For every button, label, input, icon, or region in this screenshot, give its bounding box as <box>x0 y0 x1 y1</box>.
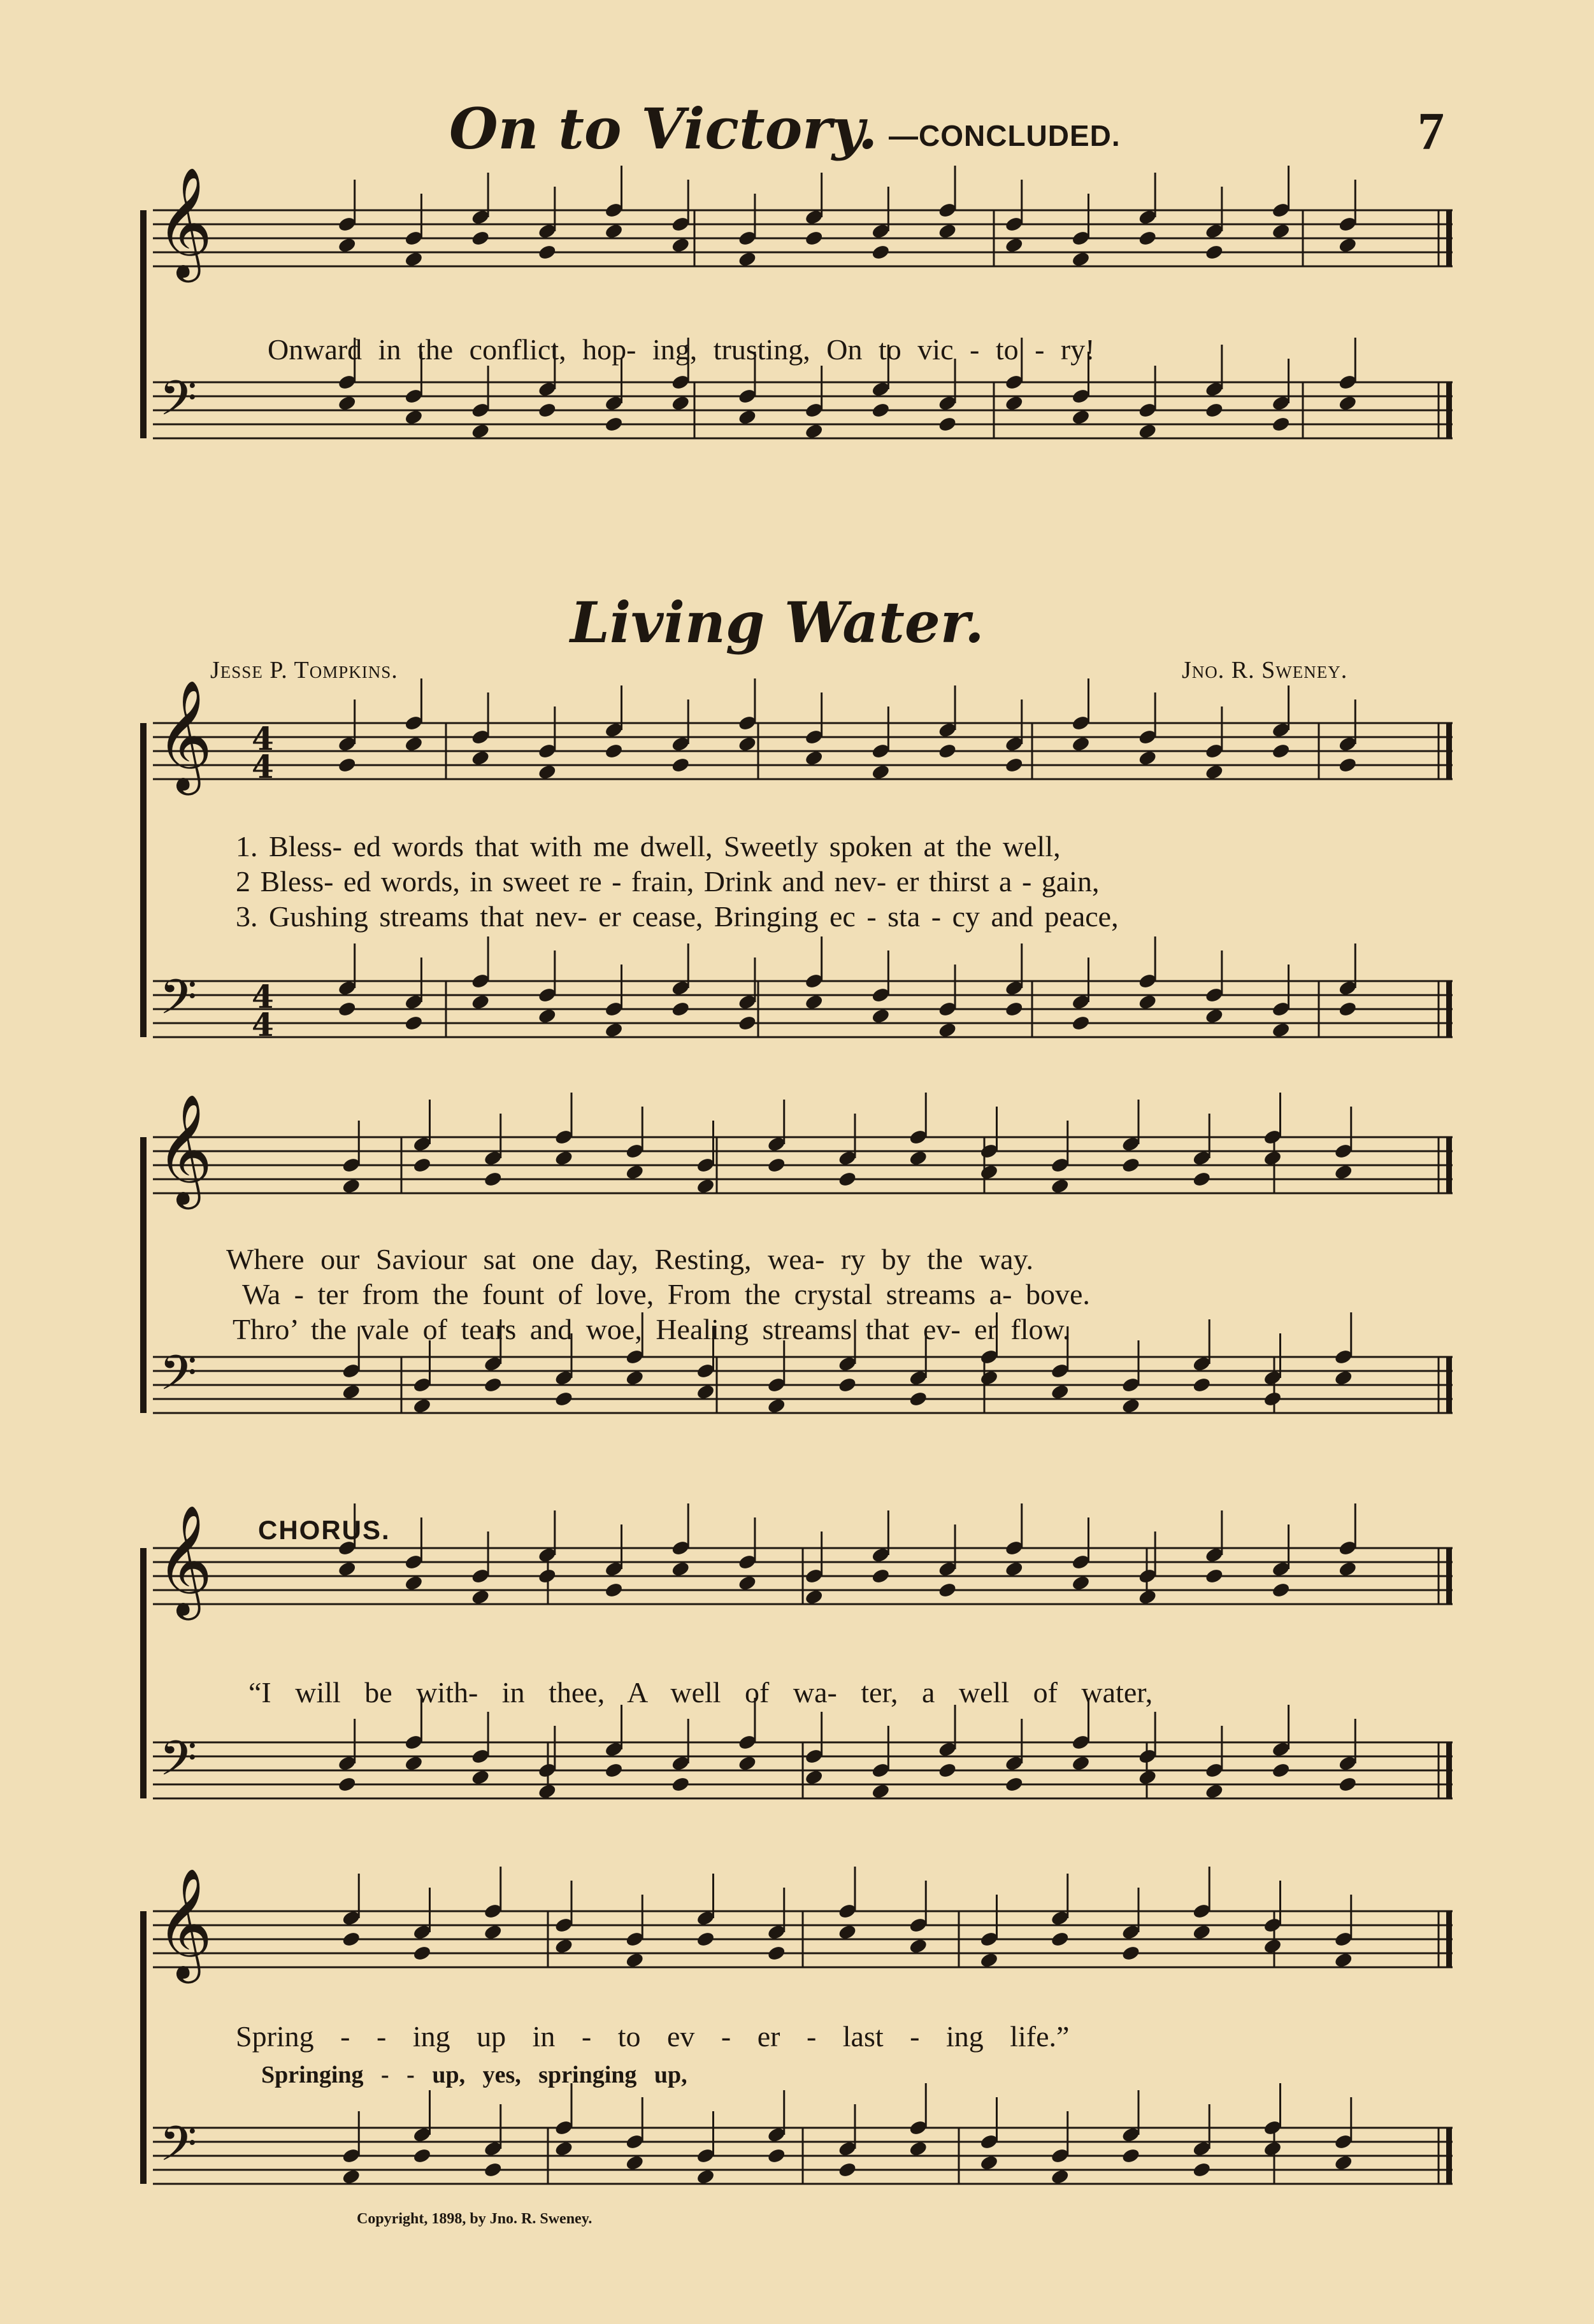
system-2-bass-note <box>737 1014 757 1031</box>
page-number: 7 <box>1418 102 1444 161</box>
system-5-treble-clef: 𝄞 <box>156 1868 213 1979</box>
system-5-bass-note <box>766 2147 786 2164</box>
prev-hymn-title: On to Victory. <box>449 96 878 162</box>
system-2-bass-note <box>1004 1000 1024 1017</box>
system-4-bass-note <box>1271 1761 1291 1779</box>
system-2-treble-note <box>1271 742 1291 759</box>
system-2-bass-note <box>404 1014 424 1031</box>
system-1-treble-end <box>1446 210 1452 266</box>
time-signature-bass-bottom: 4 <box>252 1006 274 1044</box>
system-4-bass-note <box>604 1761 624 1779</box>
system-2-treble-clef: 𝄞 <box>156 680 213 791</box>
system-3-treble-end <box>1446 1137 1452 1193</box>
system-2-bass-note <box>671 1000 691 1017</box>
system-2-bass-note <box>1338 1000 1358 1017</box>
system-5-bass-clef: 𝄢 <box>159 2116 197 2184</box>
system-2-treble-note <box>337 756 357 773</box>
chorus-label: CHORUS. <box>258 1515 391 1545</box>
chorus-lyric-bass: Springing - - up, yes, springing up, <box>261 2062 687 2088</box>
system-3-bass-end <box>1446 1357 1452 1413</box>
system-5-treble-note <box>341 1930 361 1947</box>
system-5-bass-note <box>1192 2161 1212 2178</box>
system-4-bass-clef: 𝄢 <box>159 1730 197 1798</box>
hymn-title: Living Water. <box>570 589 984 656</box>
system-1-treble-note <box>1138 229 1158 247</box>
system-4-bass-note <box>1338 1775 1358 1793</box>
system-1-bass-note <box>604 415 624 433</box>
system-5-treble-note <box>696 1930 715 1947</box>
system-1-treble-note <box>804 229 824 247</box>
system-3-bass-clef: 𝄢 <box>159 1345 197 1413</box>
system-5-bass-note <box>837 2161 857 2178</box>
system-1-bass-note <box>937 415 957 433</box>
time-signature-treble-bottom: 4 <box>252 748 274 785</box>
system-5-bass-note <box>1121 2147 1140 2164</box>
system-3-brace <box>140 1137 147 1413</box>
system-1-bass-clef: 𝄢 <box>159 370 197 438</box>
verse-2-line-1: 2 Bless- ed words, in sweet re - frain, Drink and nev- er thirst a - gain, <box>236 865 1100 898</box>
time-signature-treble-top: 4 <box>252 720 274 757</box>
system-3-bass-note <box>1263 1390 1282 1407</box>
system-1-treble-note <box>871 243 891 261</box>
system-2-treble-note <box>671 756 691 773</box>
system-3-bass-note <box>483 1376 503 1393</box>
system-4-treble-note <box>1271 1581 1291 1598</box>
system-4-bass-note <box>337 1775 357 1793</box>
chorus-lyric-2: Spring - - ing up in - to ev - er - last - ing life.” <box>236 2020 1070 2053</box>
system-2-bass-note <box>337 1000 357 1017</box>
prev-hymn-concluded: —CONCLUDED. <box>889 119 1121 152</box>
system-2-treble-note <box>1004 756 1024 773</box>
system-3-bass-note <box>1192 1376 1212 1393</box>
system-5-bass-note <box>412 2147 432 2164</box>
hymn-composer: Jno. R. Sweney. <box>1182 657 1348 684</box>
system-4-bass-note <box>671 1775 691 1793</box>
system-4-treble-end <box>1446 1548 1452 1604</box>
system-5-treble-note <box>766 1944 786 1962</box>
system-5-treble-note <box>1121 1944 1140 1962</box>
system-1-bass-note <box>1271 415 1291 433</box>
system-3-treble-note <box>837 1170 857 1187</box>
prev-hymn-lyric: Onward in the conflict, hop- ing, trusting, On to vic - to - ry! <box>268 333 1095 366</box>
system-3-treble-note <box>766 1156 786 1173</box>
system-2-treble-note <box>937 742 957 759</box>
system-4-treble-note <box>1204 1567 1224 1584</box>
system-5-brace <box>140 1911 147 2184</box>
system-2-treble-note <box>604 742 624 759</box>
system-1-treble-clef: 𝄞 <box>156 167 213 278</box>
system-3-treble-clef: 𝄞 <box>156 1094 213 1205</box>
verse-3-line-2: Thro’ the vale of tears and woe, Healing streams that ev- er flow. <box>233 1313 1070 1345</box>
system-5-treble-note <box>1050 1930 1070 1947</box>
system-2-treble-note <box>1338 756 1358 773</box>
system-1-bass-end <box>1446 382 1452 438</box>
system-3-bass-note <box>837 1376 857 1393</box>
system-4-treble-note <box>871 1567 891 1584</box>
verse-1-line-1: 1. Bless- ed words that with me dwell, Sweetly spoken at the well, <box>236 830 1061 863</box>
system-4-bass-note <box>937 1761 957 1779</box>
copyright-notice: Copyright, 1898, by Jno. R. Sweney. <box>357 2211 592 2227</box>
verse-2-line-2: Wa - ter from the fount of love, From the crystal streams a- bove. <box>242 1278 1090 1310</box>
verse-1-line-2: Where our Saviour sat one day, Resting, wea- ry by the way. <box>226 1243 1034 1275</box>
system-4-treble-note <box>937 1581 957 1598</box>
system-4-bass-note <box>1004 1775 1024 1793</box>
chorus-lyric-1: “I will be with- in thee, A well of wa- ter, a well of water, <box>248 1676 1153 1709</box>
system-5-bass-note <box>483 2161 503 2178</box>
system-3-treble-note <box>1192 1170 1212 1187</box>
system-1-bass-note <box>1204 401 1224 419</box>
system-2-brace <box>140 723 147 1037</box>
system-4-brace <box>140 1548 147 1798</box>
system-5-treble-end <box>1446 1911 1452 1967</box>
system-1-treble-note <box>537 243 557 261</box>
system-3-treble-note <box>483 1170 503 1187</box>
system-5-treble-note <box>412 1944 432 1962</box>
time-signature-bass-top: 4 <box>252 978 274 1015</box>
verse-3-line-1: 3. Gushing streams that nev- er cease, Bringing ec - sta - cy and peace, <box>236 900 1119 933</box>
system-4-treble-clef: 𝄞 <box>156 1505 213 1616</box>
hymn-author: Jesse P. Tompkins. <box>210 657 398 684</box>
system-2-bass-note <box>1071 1014 1091 1031</box>
system-2-bass-clef: 𝄢 <box>159 969 197 1037</box>
system-3-bass-note <box>554 1390 573 1407</box>
system-1-treble-note <box>1204 243 1224 261</box>
system-1-bass-note <box>537 401 557 419</box>
system-3-treble-note <box>412 1156 432 1173</box>
system-1-bass-note <box>871 401 891 419</box>
system-4-treble-note <box>604 1581 624 1598</box>
system-2-bass-end <box>1446 981 1452 1037</box>
system-3-bass-note <box>908 1390 928 1407</box>
system-5-bass-end <box>1446 2128 1452 2184</box>
system-4-bass-end <box>1446 1742 1452 1798</box>
system-3-treble-note <box>1121 1156 1140 1173</box>
system-1-brace <box>140 210 147 438</box>
system-2-treble-end <box>1446 723 1452 779</box>
system-1-treble-note <box>471 229 491 247</box>
